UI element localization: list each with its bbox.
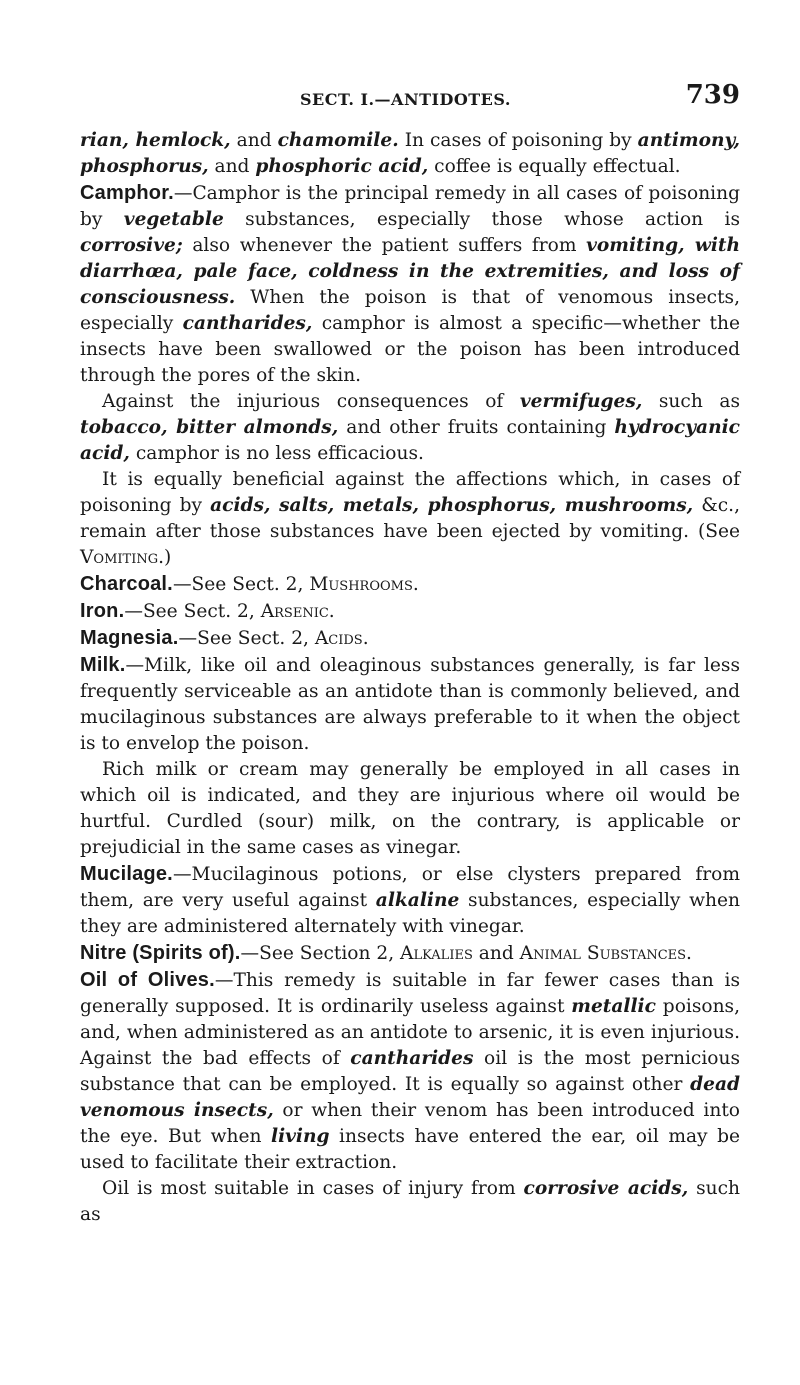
paragraph: [80, 757, 740, 861]
text-run: coffee is equally effectual.: [428, 156, 681, 177]
paragraph: [80, 1176, 740, 1228]
entry-heading: Magnesia.: [80, 627, 179, 649]
entry-heading: Charcoal.: [80, 573, 173, 595]
text-run: —See Sect. 2,: [178, 628, 315, 649]
italic-term: alkaline: [375, 890, 460, 911]
text-run: and other fruits containing: [338, 417, 615, 438]
italic-term: vermifuges,: [519, 391, 643, 412]
paragraph: [80, 598, 740, 625]
entry-heading: Iron.: [80, 600, 125, 622]
text-run: —This remedy is suitable in far fewer cases than is generally supposed. It is ordinarily useless against: [80, 970, 740, 1017]
paragraph: [80, 128, 740, 180]
paragraph: [80, 389, 740, 467]
paragraph: [80, 652, 740, 757]
cross-reference: Animal Substances.: [519, 943, 692, 964]
italic-term: metallic: [571, 996, 656, 1017]
italic-term: cantharides,: [182, 313, 313, 334]
text-run: insects have entered the ear, oil may be used to facilitate their extraction.: [80, 1126, 741, 1173]
text-run: camphor is almost a specific—whether the insects have been swallowed or the poison has been introduced through the pores of the skin.: [80, 313, 740, 386]
text-run: —See Sect. 2,: [124, 601, 261, 622]
text-run: —See Sect. 2,: [172, 574, 310, 595]
italic-term: rian, hemlock,: [80, 130, 231, 151]
italic-term: vomiting, with diarrhœa, pale face, coldness in the extremities, and loss of consciousness.: [80, 235, 740, 308]
cross-reference: Mushrooms.: [309, 574, 419, 595]
text-run: and: [472, 943, 520, 964]
paragraph: [80, 571, 740, 598]
entry-heading: Milk.: [80, 654, 126, 676]
paragraph: [80, 467, 740, 571]
text-run: In cases of poisoning by: [398, 130, 638, 151]
entry-heading: Nitre (Spirits of).: [80, 942, 241, 964]
text-run: —Camphor is the principal remedy in all cases of poisoning by: [80, 183, 740, 230]
paragraph: [80, 861, 740, 940]
text-run: Oil is most suitable in cases of injury from: [102, 1178, 524, 1199]
cross-reference: Arsenic.: [260, 601, 335, 622]
text-run: —Mucilaginous potions, or else clysters prepared from them, are very useful against: [80, 864, 740, 911]
paragraph: [80, 940, 740, 967]
text-run: camphor is no less efficacious.: [129, 443, 424, 464]
italic-term: living: [271, 1126, 330, 1147]
text-run: substances, especially when they are administered alternately with vinegar.: [80, 890, 740, 937]
italic-term: corrosive acids,: [523, 1178, 689, 1199]
entry-heading: Oil of Olives.: [80, 969, 215, 991]
cross-reference: Vomiting.: [80, 547, 165, 568]
text-run: or when their venom has been introduced into the eye. But when: [80, 1100, 740, 1147]
paragraph: [80, 180, 740, 389]
italic-term: dead venomous insects,: [80, 1074, 740, 1121]
text-run: When the poison is that of venomous insects, especially: [80, 287, 740, 334]
text-run: —Milk, like oil and oleaginous substances generally, is far less frequently serviceable as an antidote than is commonly believed, and mucilaginous substances are always preferable to it when the object is to envelop the poison.: [80, 655, 740, 754]
text-run: It is equally beneficial against the affections which, in cases of poisoning by: [80, 469, 740, 516]
text-run: Rich milk or cream may generally be employed in all cases in which oil is indicated, and they are injurious where oil would be hurtful. Curdled (sour) milk, on the contrary, is applicable or prejudicial in the same cases as vinegar.: [80, 759, 740, 858]
italic-term: vegetable: [123, 209, 224, 230]
text-run: &c., remain after those substances have been ejected by vomiting. (See: [80, 495, 740, 542]
text-run: —See Section 2,: [240, 943, 401, 964]
entry-heading: Camphor.: [80, 182, 174, 204]
paragraph: [80, 625, 740, 652]
running-head: SECT. I.—ANTIDOTES.: [300, 90, 511, 109]
text-run: substances, especially those whose action is: [223, 209, 740, 230]
text-run: and: [230, 130, 278, 151]
text-run: oil is the most pernicious substance that can be employed. It is equally so against other: [80, 1048, 740, 1095]
entry-heading: Mucilage.: [80, 863, 173, 885]
cross-reference: Alkalies: [400, 943, 473, 964]
text-run: such as: [642, 391, 740, 412]
italic-term: acids, salts, metals, phosphorus, mushrooms,: [210, 495, 694, 516]
italic-term: hydrocyanic acid,: [80, 417, 740, 464]
italic-term: antimony, phosphorus,: [80, 130, 740, 177]
text-run: ): [164, 547, 172, 568]
italic-term: phosphoric acid,: [255, 156, 429, 177]
text-run: such as: [80, 1178, 740, 1225]
text-run: and: [208, 156, 256, 177]
italic-term: chamomile.: [277, 130, 399, 151]
cross-reference: Acids.: [314, 628, 369, 649]
italic-term: tobacco, bitter almonds,: [80, 417, 339, 438]
text-run: Against the injurious consequences of: [102, 391, 520, 412]
paragraph: [80, 967, 740, 1176]
italic-term: corrosive;: [80, 235, 183, 256]
text-run: also whenever the patient suffers from: [182, 235, 587, 256]
italic-term: cantharides: [350, 1048, 474, 1069]
body-text: [80, 128, 740, 1228]
page-header: [80, 80, 740, 124]
text-run: poisons, and, when administered as an antidote to arsenic, it is even injurious. Against the bad effects of: [80, 996, 741, 1069]
page-number: 739: [685, 80, 740, 110]
